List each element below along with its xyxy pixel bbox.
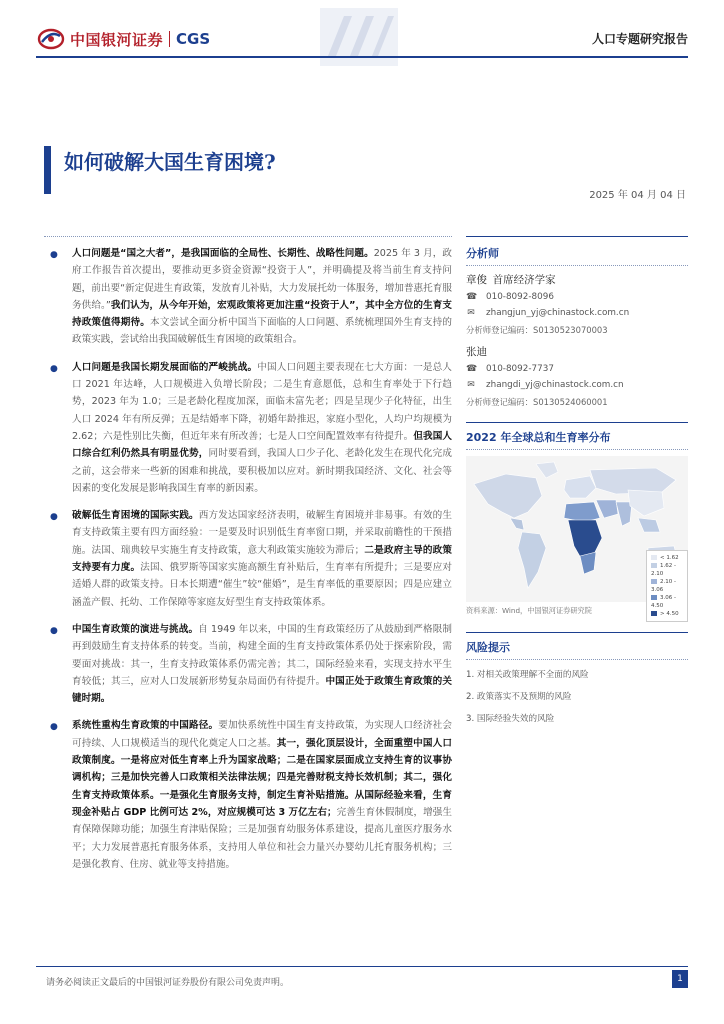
report-date: 2025 年 04 月 04 日 xyxy=(589,190,686,201)
header-divider xyxy=(36,56,688,58)
analyst-cert: 分析师登记编码：S0130524060001 xyxy=(466,396,608,407)
paragraph-lead: 系统性重构生育政策的中国路径。 xyxy=(72,720,219,732)
paragraph-highlight: 其一，强化顶层设计，全面重塑中国人口政策制度。一是将应对低生育率上升为国家战略；二是在国家层面成立支持生育的议事协调机构；三是加快完善人口政策相关法律法规；四是完善财税支持长效机制；其二，强化生育支持政策体系。一是强化生育服务支持，制定生育补贴措施。从国际经验来看，生育现金补贴占 GDP 比例可达 2%，对应规模可达 3 万亿左右； xyxy=(72,737,453,818)
paragraph-highlight: 但我国人口综合红利仍然具有明显优势， xyxy=(72,430,452,460)
page-number: 1 xyxy=(672,970,688,988)
map-source: 资料来源：Wind，中国银河证券研究院 xyxy=(466,606,592,615)
email-icon: ✉ xyxy=(467,308,475,318)
paragraph-lead: 人口问题是“国之大者”，是我国面临的全局性、长期性、战略性问题。 xyxy=(72,248,374,259)
legend-swatch xyxy=(651,555,657,560)
page-header xyxy=(0,0,724,62)
legend-label: > 4.50 xyxy=(660,611,679,617)
brand-separator xyxy=(169,31,170,47)
paragraph-body: 西方发达国家经济表明，破解生育困境并非易事。有效的生育支持政策主要有四方面经验：一是要及时识别低生育率窗口期，并采取前瞻性的干预措施。法国、瑞典较早实施生育支持政策，意大利政策实施较为滞后； xyxy=(72,510,453,556)
analyst-phone: 010-8092-8096 xyxy=(486,291,554,302)
brand-name-cn: 中国银河证券 xyxy=(70,30,164,49)
legend-label: < 1.62 xyxy=(660,555,679,561)
paragraph-highlight: 中国正处于政策生育政策的关键时期。 xyxy=(72,675,453,705)
bullet-icon: ● xyxy=(50,363,58,374)
paragraph-after: 法国、俄罗斯等国家实施高额生育补贴后，生育率有所提升；三是要应对适婚人群的政策支持。日本长期遭“催生”较“催婚”，是生育率低的重要原因；四是应建立涵盖产假、托幼、工作保障等家庭友好型生育支持政策体系。 xyxy=(72,562,453,608)
paragraph-lead: 人口问题是我国长期发展面临的严峻挑战。 xyxy=(72,361,258,373)
paragraph-body: 2025 年 3 月，政府工作报告首次提出，要推动更多资金资源“投资于人”，并明确提及将当前生育支持问题，前出要“新定促进生育政策，发放育儿补贴，大力发展托幼一体服务，增加普惠托育服务供给。” xyxy=(72,248,452,311)
paragraph-after: 完善生育休假制度，增强生育保障保障功能；加强生育津贴保险；三是加强育幼服务体系建设，提高儿童医疗服务水平；大力发展普惠托育服务体系，支持用人单位和社会力量兴办婴幼儿托育服务机构；三是强化教育、住房、就业等支持措施。 xyxy=(72,806,452,870)
paragraph-highlight: 我们认为，从今年开始，宏观政策将更加注重“投资于人”，其中全方位的生育支持政策值得期待。 xyxy=(72,299,452,329)
legend-label: 2.10 - 3.06 xyxy=(651,579,676,593)
risk-item: 2. 政策落实不及预期的风险 xyxy=(466,692,572,702)
bullet-icon: ● xyxy=(50,512,58,523)
analyst-name: 张迪 xyxy=(466,346,487,358)
paragraph-after: 同时要看到，我国人口少子化、老龄化发生在现代化完成之前，这会带来一些新的困难和挑战，要积极加以应对。新时期我国经济、文化、社会等因素的变化发展是影响我国生育率的新因素。 xyxy=(72,448,453,494)
title-accent-bar xyxy=(44,146,51,194)
email-icon: ✉ xyxy=(467,380,475,390)
bullet-icon: ● xyxy=(50,625,58,636)
paragraph-lead: 破解低生育困境的国际实践。 xyxy=(72,510,199,522)
brand-name-en: CGS xyxy=(176,30,211,48)
legend-swatch xyxy=(651,563,657,568)
analyst-phone: 010-8092-7737 xyxy=(486,363,554,374)
summary-column xyxy=(44,236,452,926)
legend-swatch xyxy=(651,611,657,616)
legend-swatch xyxy=(651,579,657,584)
galaxy-logo-icon xyxy=(38,28,64,50)
page-title: 如何破解大国生育困境? xyxy=(64,150,276,174)
summary-paragraph xyxy=(44,717,452,873)
analyst-title: 首席经济学家 xyxy=(492,274,556,286)
sidebar xyxy=(466,236,688,726)
phone-icon: ☎ xyxy=(466,291,478,302)
report-type: 人口专题研究报告 xyxy=(591,32,688,46)
bullet-icon: ● xyxy=(50,722,58,733)
paragraph-body: 自 1949 年以来，中国的生育政策经历了从鼓励到严格限制再到鼓励生育支持体系的转变。当前，构建全面的生育支持政策体系仍处于探索阶段，需要面对挑战：其一，生育支持政策体系仍需完善；其二，国际经验来看，实现支持水平生育较低；其三，应对人口发展新形势复杂局面仍有待提升。 xyxy=(72,623,453,687)
paragraph-after: 本文尝试全面分析中国当下面临的人口问题、系统梳理国外生育支持的政策实践，尝试给出我国破解低生育困境的政策组合。 xyxy=(72,317,453,346)
phone-icon: ☎ xyxy=(466,363,478,374)
summary-paragraph xyxy=(44,359,452,497)
map-legend xyxy=(646,550,688,622)
analyst-card xyxy=(466,272,688,338)
analyst-email[interactable]: zhangjun_yj@chinastock.com.cn xyxy=(486,308,630,318)
legend-swatch xyxy=(651,595,657,600)
brand-logo xyxy=(38,28,210,50)
legend-label: 3.06 - 4.50 xyxy=(651,595,676,609)
bullet-icon: ● xyxy=(50,250,58,260)
risk-item: 1. 对相关政策理解不全面的风险 xyxy=(466,670,589,680)
analyst-name: 章俊 xyxy=(466,274,487,286)
analyst-heading: 分析师 xyxy=(466,236,688,266)
risk-item: 3. 国际经验失效的风险 xyxy=(466,714,555,724)
analyst-cert: 分析师登记编码：S0130523070003 xyxy=(466,324,608,335)
summary-paragraph xyxy=(44,245,452,349)
footer-disclaimer: 请务必阅读正文最后的中国银河证券股份有限公司免责声明。 xyxy=(46,978,290,988)
footer-divider xyxy=(36,966,688,967)
risk-heading: 风险提示 xyxy=(466,632,688,660)
cgs-watermark-icon xyxy=(318,6,400,68)
paragraph-lead: 中国生育政策的演进与挑战。 xyxy=(72,623,199,635)
analyst-email[interactable]: zhangdi_yj@chinastock.com.cn xyxy=(486,380,624,390)
legend-label: 1.62 - 2.10 xyxy=(651,563,676,577)
paragraph-body: 要加快系统性中国生育支持政策，为实现人口经济社会可持续、人口规模适当的现代化奠定人口之基。 xyxy=(72,720,453,749)
analyst-card xyxy=(466,344,688,410)
summary-paragraph xyxy=(44,507,452,611)
summary-paragraph xyxy=(44,621,452,707)
paragraph-body: 中国人口问题主要表现在七大方面：一是总人口 2021 年达峰，人口规模进入负增长阶段；二是生育意愿低，总和生育率处于下行趋势，2023 年为 1.0；三是老龄化程度加深，面临未富先老；四是呈现少子化特征，出生人口 2024 年有所反弹；五是结婚率下降，初婚年龄推迟，家庭小型化，人均户均规模为 2.62；六是性别比失衡，但近年来有所改善；七是人口空间配置效率有待提升。 xyxy=(72,361,452,442)
paragraph-highlight: 二是政府主导的政策支持要有力度。 xyxy=(72,544,453,574)
map-africa-north xyxy=(564,502,600,522)
map-heading: 2022 年全球总和生育率分布 xyxy=(466,422,688,450)
